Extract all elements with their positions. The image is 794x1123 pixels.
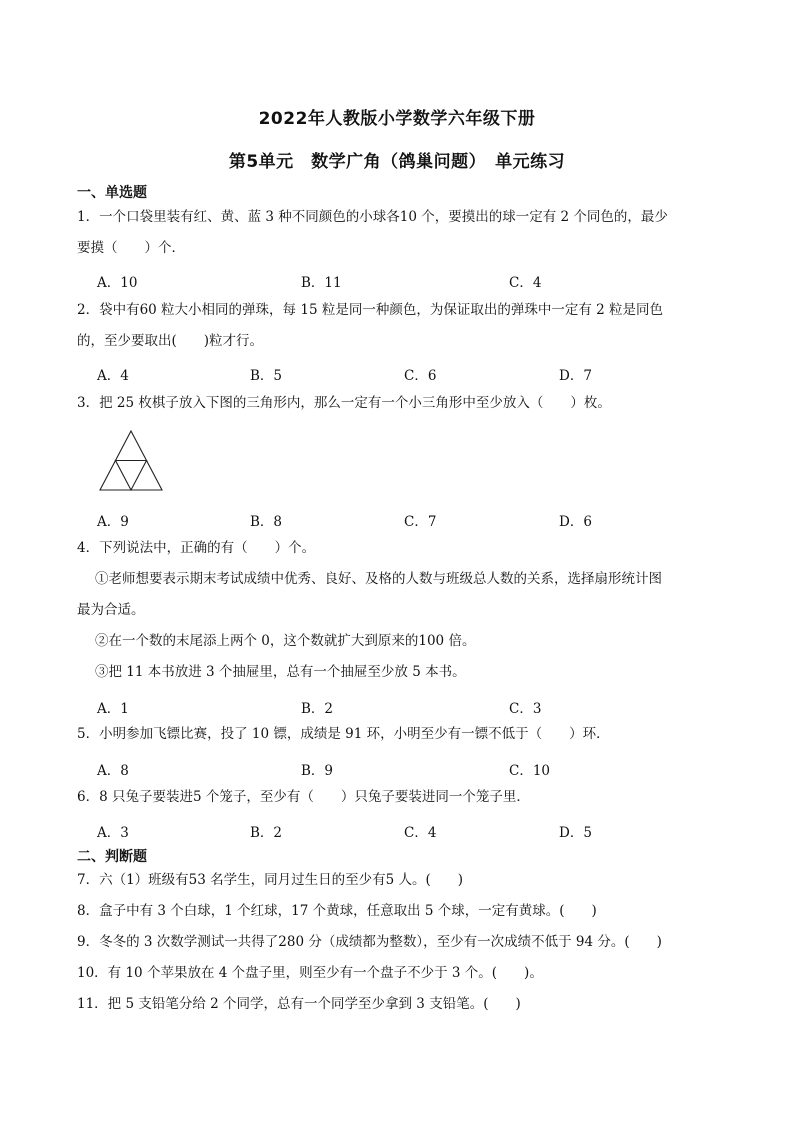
triangle-figure: [98, 430, 164, 492]
option-d[interactable]: D．7: [559, 368, 592, 384]
option-b[interactable]: B．2: [301, 701, 334, 717]
question-3-line-1: 3．把 25 枚棋子放入下图的三角形内，那么一定有一个小三角形中至少放入（ ）枚。: [77, 395, 611, 411]
option-a[interactable]: A．10: [97, 275, 138, 291]
option-a[interactable]: A．3: [97, 825, 129, 841]
question-5-line-1: 5．小明参加飞镖比赛，投了 10 镖，成绩是 91 环，小明至少有一镖不低于（ ）环．: [77, 726, 610, 742]
option-c[interactable]: C．7: [404, 514, 437, 530]
page-subtitle: 第5单元 数学广角（鸽巢问题） 单元练习: [228, 152, 566, 172]
question-4-statement-3: ③把 11 本书放进 3 个抽屉里，总有一个抽屉至少放 5 本书。: [95, 664, 466, 680]
question-9-line-1: 9．冬冬的 3 次数学测试一共得了280 分（成绩都为整数），至少有一次成绩不低于 94 分。( ): [77, 934, 662, 950]
option-c[interactable]: C．3: [509, 701, 542, 717]
option-b[interactable]: B．11: [301, 275, 342, 291]
question-8-line-1: 8．盒子中有 3 个白球，1 个红球，17 个黄球，任意取出 5 个球，一定有黄球。( ): [77, 903, 597, 919]
option-c[interactable]: C．10: [509, 763, 551, 779]
question-10-line-1: 10．有 10 个苹果放在 4 个盘子里，则至少有一个盘子不少于 3 个。( )。: [77, 965, 543, 981]
option-c[interactable]: C．6: [404, 368, 437, 384]
option-a[interactable]: A．8: [97, 763, 129, 779]
question-4-statement-2: ②在一个数的末尾添上两个 0，这个数就扩大到原来的100 倍。: [95, 633, 476, 649]
option-b[interactable]: B．5: [250, 368, 283, 384]
question-4-statement-1-cont: 最为合适。: [77, 602, 145, 618]
question-4-statement-1: ①老师想要表示期末考试成绩中优秀、良好、及格的人数与班级总人数的关系，选择扇形统计图: [95, 571, 662, 587]
question-6-line-1: 6．8 只兔子要装进5 个笼子，至少有（ ）只兔子要装进同一个笼子里．: [77, 789, 530, 805]
question-4-line-1: 4．下列说法中，正确的有（ ）个。: [77, 540, 316, 556]
option-d[interactable]: D．5: [559, 825, 592, 841]
option-b[interactable]: B．9: [301, 763, 334, 779]
question-1-line-2: 要摸（ ）个．: [77, 240, 185, 256]
question-11-line-1: 11．把 5 支铅笔分给 2 个同学，总有一个同学至少拿到 3 支铅笔。( ): [77, 996, 521, 1012]
option-b[interactable]: B．8: [250, 514, 283, 530]
question-2-line-2: 的，至少要取出( )粒才行。: [77, 333, 264, 349]
page-title: 2022年人教版小学数学六年级下册: [258, 109, 536, 129]
option-c[interactable]: C．4: [509, 275, 542, 291]
question-1-line-1: 1．一个口袋里装有红、黄、蓝 3 种不同颜色的小球各10 个，要摸出的球一定有 2 个同色的，最少: [77, 209, 668, 225]
section-heading-single-choice: 一、单选题: [77, 185, 147, 201]
option-a[interactable]: A．9: [97, 514, 129, 530]
option-a[interactable]: A．1: [97, 701, 129, 717]
question-2-line-1: 2．袋中有60 粒大小相同的弹珠，每 15 粒是同一种颜色，为保证取出的弹珠中一定有 2 粒是同色: [77, 302, 663, 318]
section-heading-true-false: 二、判断题: [77, 849, 147, 865]
option-d[interactable]: D．6: [559, 514, 592, 530]
option-c[interactable]: C．4: [404, 825, 437, 841]
question-7-line-1: 7．六（1）班级有53 名学生，同月过生日的至少有5 人。( ): [77, 872, 464, 888]
option-b[interactable]: B．2: [250, 825, 283, 841]
option-a[interactable]: A．4: [97, 368, 129, 384]
